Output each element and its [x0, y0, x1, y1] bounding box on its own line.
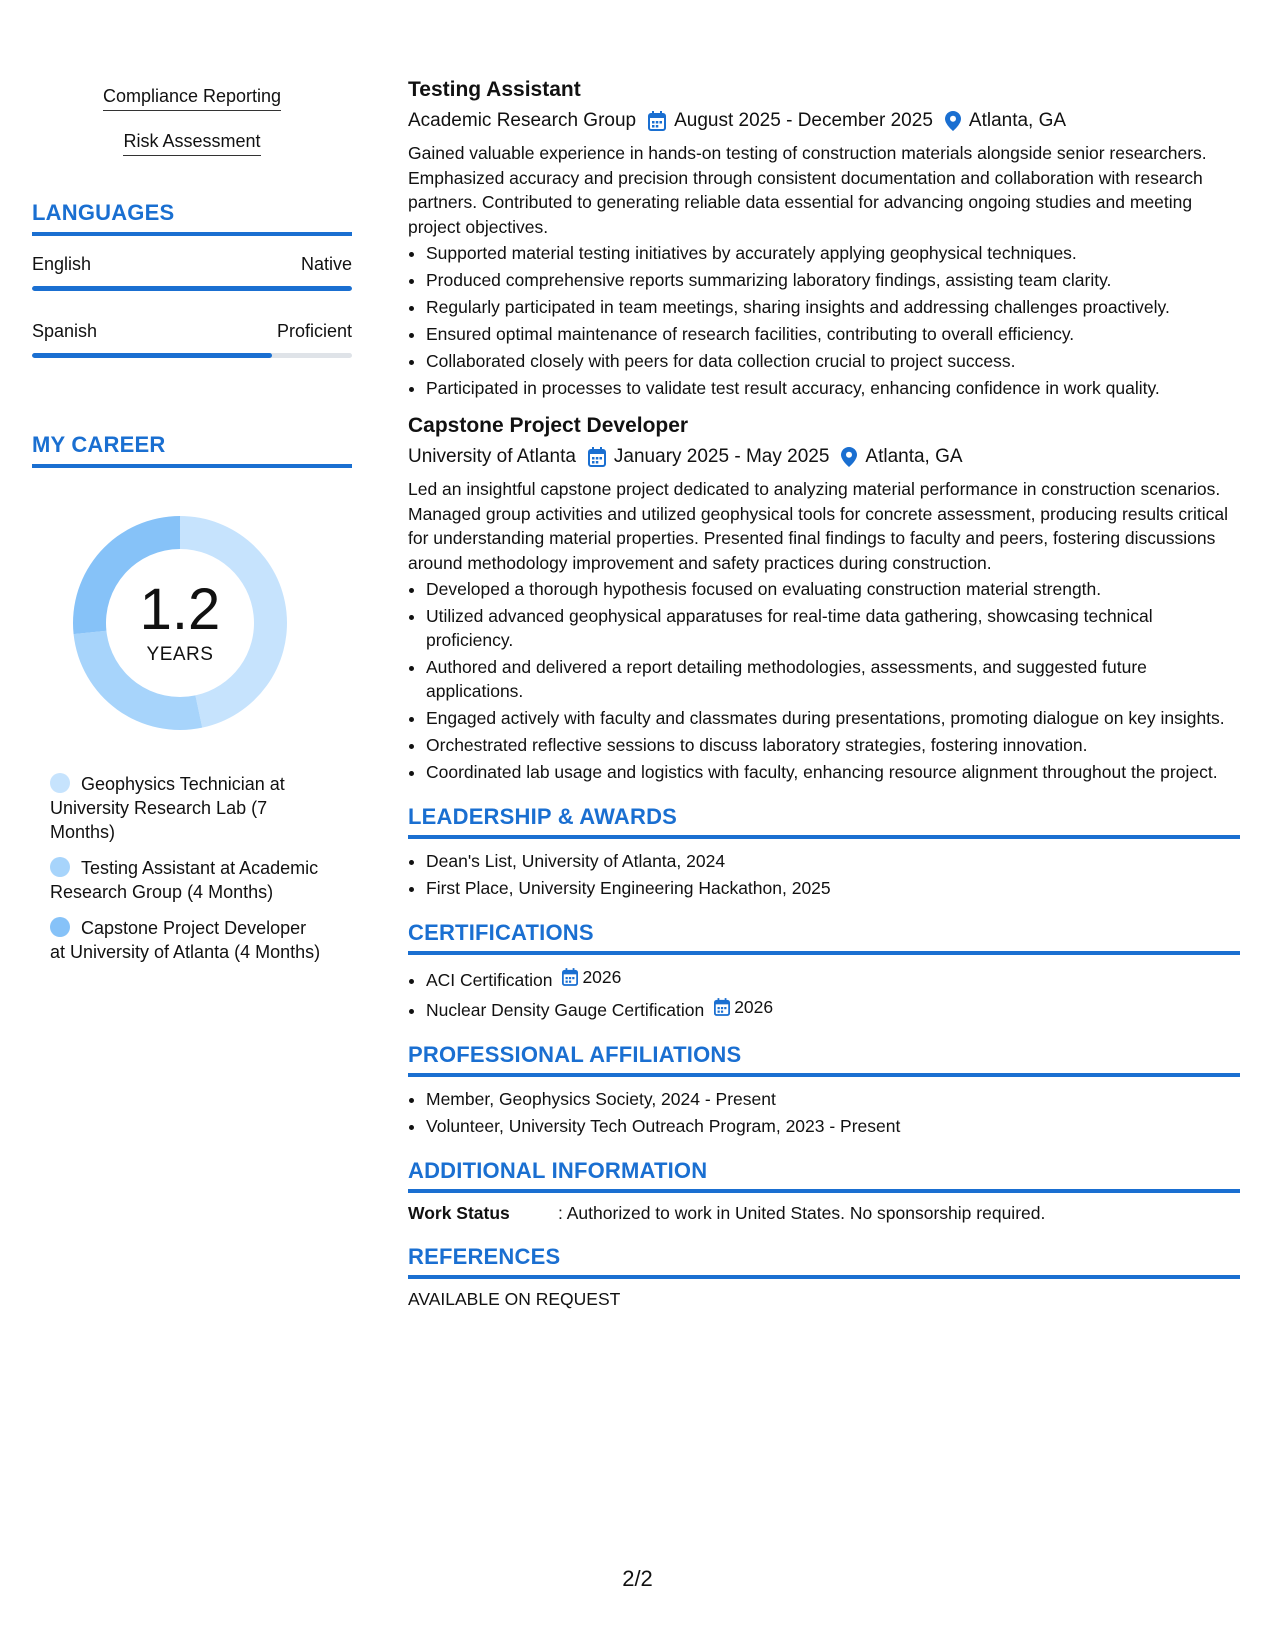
career-legend	[50, 772, 322, 964]
job-bullet: • Engaged actively with faculty and classmates during presentations, promoting dialogue on key insights.	[426, 706, 1240, 730]
job-bullet: • Regularly participated in team meetings, sharing insights and addressing challenges proactively.	[426, 295, 1240, 319]
job-entry	[408, 78, 1240, 400]
job-entry	[408, 414, 1240, 784]
job-bullets	[408, 577, 1240, 784]
job-bullet: • Developed a thorough hypothesis focused on evaluating construction material strength.	[426, 577, 1240, 601]
job-bullet: • Authored and delivered a report detailing methodologies, assessments, and suggested future applications.	[426, 655, 1240, 703]
affiliations-list	[408, 1087, 1240, 1138]
leadership-item: • First Place, University Engineering Hackathon, 2025	[426, 876, 1240, 900]
certification-name: ACI Certification	[426, 970, 553, 990]
language-level: Proficient	[276, 321, 352, 341]
language-level: Native	[300, 254, 352, 274]
affiliation-item: • Volunteer, University Tech Outreach Program, 2023 - Present	[426, 1114, 1240, 1138]
legend-dot	[50, 857, 70, 877]
job-title: Testing Assistant	[408, 78, 581, 101]
job-bullet: • Collaborated closely with peers for data collection crucial to project success.	[426, 349, 1240, 373]
sidebar	[32, 80, 352, 976]
career-legend-item	[50, 772, 322, 844]
career-donut-chart	[65, 508, 295, 738]
job-bullet: • Orchestrated reflective sessions to discuss laboratory strategies, fostering innovation.	[426, 733, 1240, 757]
calendar-icon	[648, 111, 666, 131]
certification-year: 2026	[734, 997, 774, 1017]
skill-tag: Compliance Reporting	[103, 80, 281, 111]
legend-dot	[50, 917, 70, 937]
language-bar-fill	[32, 286, 352, 291]
certification-year: 2026	[582, 967, 622, 987]
career-unit: YEARS	[146, 644, 214, 665]
job-bullet: • Coordinated lab usage and logistics with faculty, enhancing resource alignment throughout the project.	[426, 760, 1240, 784]
map-pin-icon	[841, 447, 857, 467]
work-status-label: Work Status	[408, 1203, 510, 1223]
job-description: Gained valuable experience in hands-on testing of construction materials alongside senior researchers. Emphasized accuracy and precision through consistent documentation and collaboration with research partners. Contributed to generating reliable data essential for advancing ongoing studies and meeting project objectives.	[408, 143, 1207, 237]
certification-item	[426, 965, 1240, 992]
job-bullet: • Ensured optimal maintenance of research facilities, contributing to overall efficiency.	[426, 322, 1240, 346]
references-heading: REFERENCES	[408, 1244, 1240, 1279]
career-legend-item	[50, 856, 322, 904]
certification-item	[426, 995, 1240, 1022]
calendar-icon	[562, 968, 578, 986]
legend-dot	[50, 773, 70, 793]
leadership-item: • Dean's List, University of Atlanta, 2024	[426, 849, 1240, 873]
leadership-heading: LEADERSHIP & AWARDS	[408, 804, 1240, 839]
language-name: English	[32, 254, 92, 274]
page-number: 2/2	[622, 1566, 653, 1591]
skills-list	[32, 80, 352, 170]
job-dates: August 2025 - December 2025	[674, 110, 933, 131]
skill-tag: Risk Assessment	[123, 125, 260, 156]
calendar-icon	[588, 447, 606, 467]
job-bullet: • Produced comprehensive reports summarizing laboratory findings, assisting team clarity.	[426, 268, 1240, 292]
language-name: Spanish	[32, 321, 98, 341]
languages-heading: LANGUAGES	[32, 200, 352, 236]
job-organization: Academic Research Group	[408, 110, 637, 131]
career-legend-label: Capstone Project Developer at University of Atlanta (4 Months)	[50, 918, 321, 962]
job-location: Atlanta, GA	[865, 446, 963, 467]
career-heading: MY CAREER	[32, 432, 352, 468]
language-row	[32, 254, 352, 291]
language-bar-fill	[32, 353, 272, 358]
affiliation-item: • Member, Geophysics Society, 2024 - Present	[426, 1087, 1240, 1111]
job-meta	[408, 446, 1240, 468]
language-bar	[32, 353, 352, 358]
career-total: 1.2	[139, 577, 221, 642]
job-organization: University of Atlanta	[408, 446, 576, 467]
job-bullet: • Supported material testing initiatives by accurately applying geophysical techniques.	[426, 241, 1240, 265]
references-text: AVAILABLE ON REQUEST	[408, 1289, 621, 1309]
work-status-row	[408, 1203, 1240, 1224]
job-bullets	[408, 241, 1240, 400]
job-meta	[408, 110, 1240, 132]
language-row	[32, 321, 352, 358]
calendar-icon	[714, 998, 730, 1016]
certification-name: Nuclear Density Gauge Certification	[426, 1000, 705, 1020]
leadership-list	[408, 849, 1240, 900]
affiliations-heading: PROFESSIONAL AFFILIATIONS	[408, 1042, 1240, 1077]
certifications-list	[408, 965, 1240, 1022]
certifications-heading: CERTIFICATIONS	[408, 920, 1240, 955]
career-legend-label: Geophysics Technician at University Research Lab (7 Months)	[50, 774, 285, 842]
job-description: Led an insightful capstone project dedicated to analyzing material performance in construction scenarios. Managed group activities and utilized geophysical tools for concrete assessment, producing results critical for understanding material properties. Presented final findings to faculty and peers, fostering discussions around methodology improvement and safety practices during construction.	[408, 479, 1229, 573]
job-location: Atlanta, GA	[968, 110, 1067, 131]
job-bullet: • Participated in processes to validate test result accuracy, enhancing confidence in work quality.	[426, 376, 1240, 400]
language-bar	[32, 286, 352, 291]
main-content	[408, 78, 1240, 1310]
job-title: Capstone Project Developer	[408, 414, 689, 437]
additional-info-heading: ADDITIONAL INFORMATION	[408, 1158, 1240, 1193]
work-status-value: : Authorized to work in United States. No sponsorship required.	[558, 1203, 1046, 1223]
job-bullet: • Utilized advanced geophysical apparatuses for real-time data gathering, showcasing technical proficiency.	[426, 604, 1240, 652]
career-legend-label: Testing Assistant at Academic Research Group (4 Months)	[50, 858, 319, 902]
job-dates: January 2025 - May 2025	[613, 446, 830, 467]
map-pin-icon	[945, 111, 961, 131]
career-legend-item	[50, 916, 322, 964]
